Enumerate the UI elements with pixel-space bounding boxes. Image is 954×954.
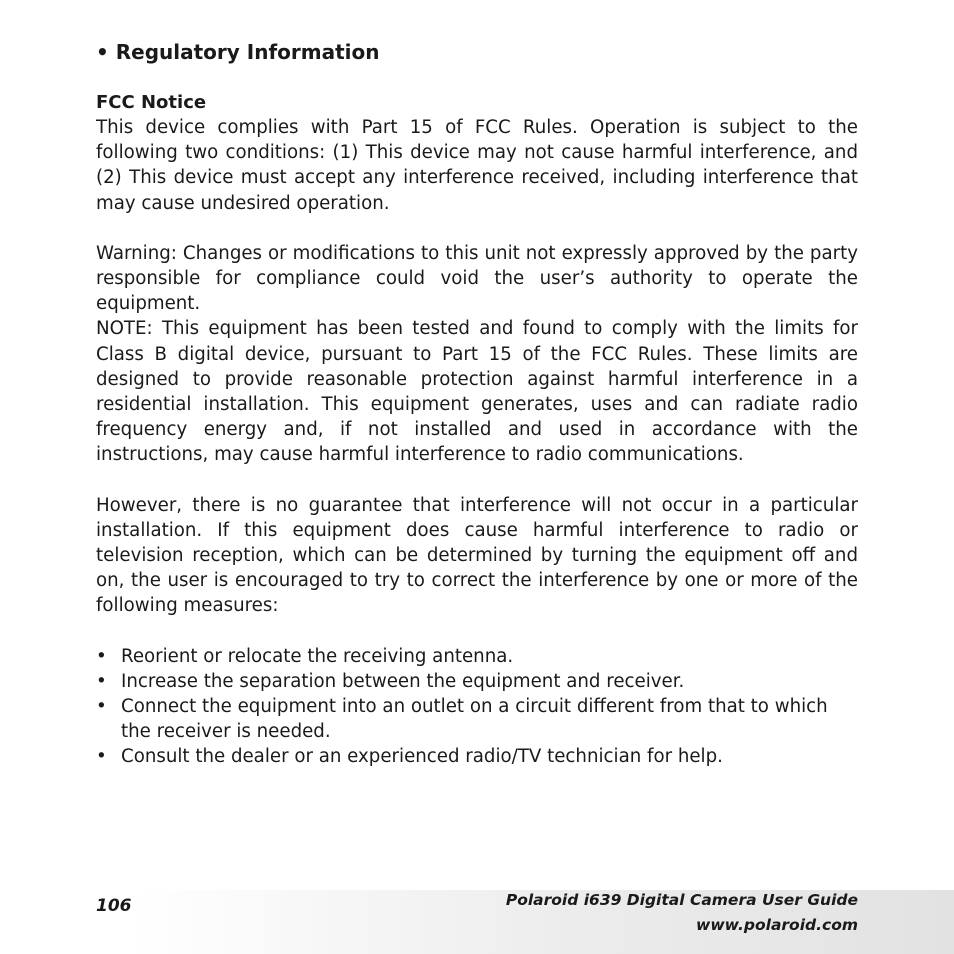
guarantee-paragraph: However, there is no guarantee that interference will not occur in a particular installation. If this equipment does cause harmful interference to radio or television reception, which can be determined by turning the equipment off and on, the user is encouraged to try to correct the interference by one or more of the following measures: [96, 494, 858, 617]
measure-text: Reorient or relocate the receiving antenna. [121, 645, 514, 667]
list-item [96, 694, 858, 744]
note-paragraph: NOTE: This equipment has been tested and found to comply with the limits for Class B digital device, pursuant to Part 15 of the FCC Rules. These limits are designed to provide reasonable protection against harmful interference in a residential installation. This equipment generates, uses and can radiate radio frequency energy and, if not installed and used in accordance with the instructions, may cause harmful interference to radio communications. [96, 318, 858, 466]
section-title: • Regulatory Information [96, 40, 380, 64]
spacer [96, 468, 858, 493]
spacer [96, 216, 858, 241]
spacer [96, 619, 858, 644]
list-item [96, 744, 858, 769]
bullet-icon: • [96, 645, 107, 667]
bullet-icon: • [96, 696, 107, 718]
bullet-icon: • [96, 670, 107, 692]
bullet-icon: • [96, 746, 107, 768]
warning-paragraph: Warning: Changes or modifications to this unit not expressly approved by the party responsible for compliance could void the user’s authority to operate the equipment. [96, 242, 858, 315]
page-number: 106 [96, 896, 132, 916]
guide-title: Polaroid i639 Digital Camera User Guide [505, 891, 858, 909]
measures-list [96, 644, 858, 770]
fcc-notice-heading: FCC Notice [96, 92, 207, 113]
page-content [96, 38, 858, 770]
measure-text: Connect the equipment into an outlet on a circuit different from that to which the receiver is needed. [121, 696, 828, 743]
measure-text: Consult the dealer or an experienced radio/TV technician for help. [121, 746, 723, 768]
compliance-paragraph: This device complies with Part 15 of FCC Rules. Operation is subject to the following two conditions: (1) This device may not cause harmful interference, and (2) This device must accept any interference received, including interference that may cause undesired operation. [96, 117, 858, 214]
list-item [96, 644, 858, 669]
website-link[interactable]: www.polaroid.com [696, 916, 858, 934]
measure-text: Increase the separation between the equipment and receiver. [121, 670, 685, 692]
list-item [96, 669, 858, 694]
